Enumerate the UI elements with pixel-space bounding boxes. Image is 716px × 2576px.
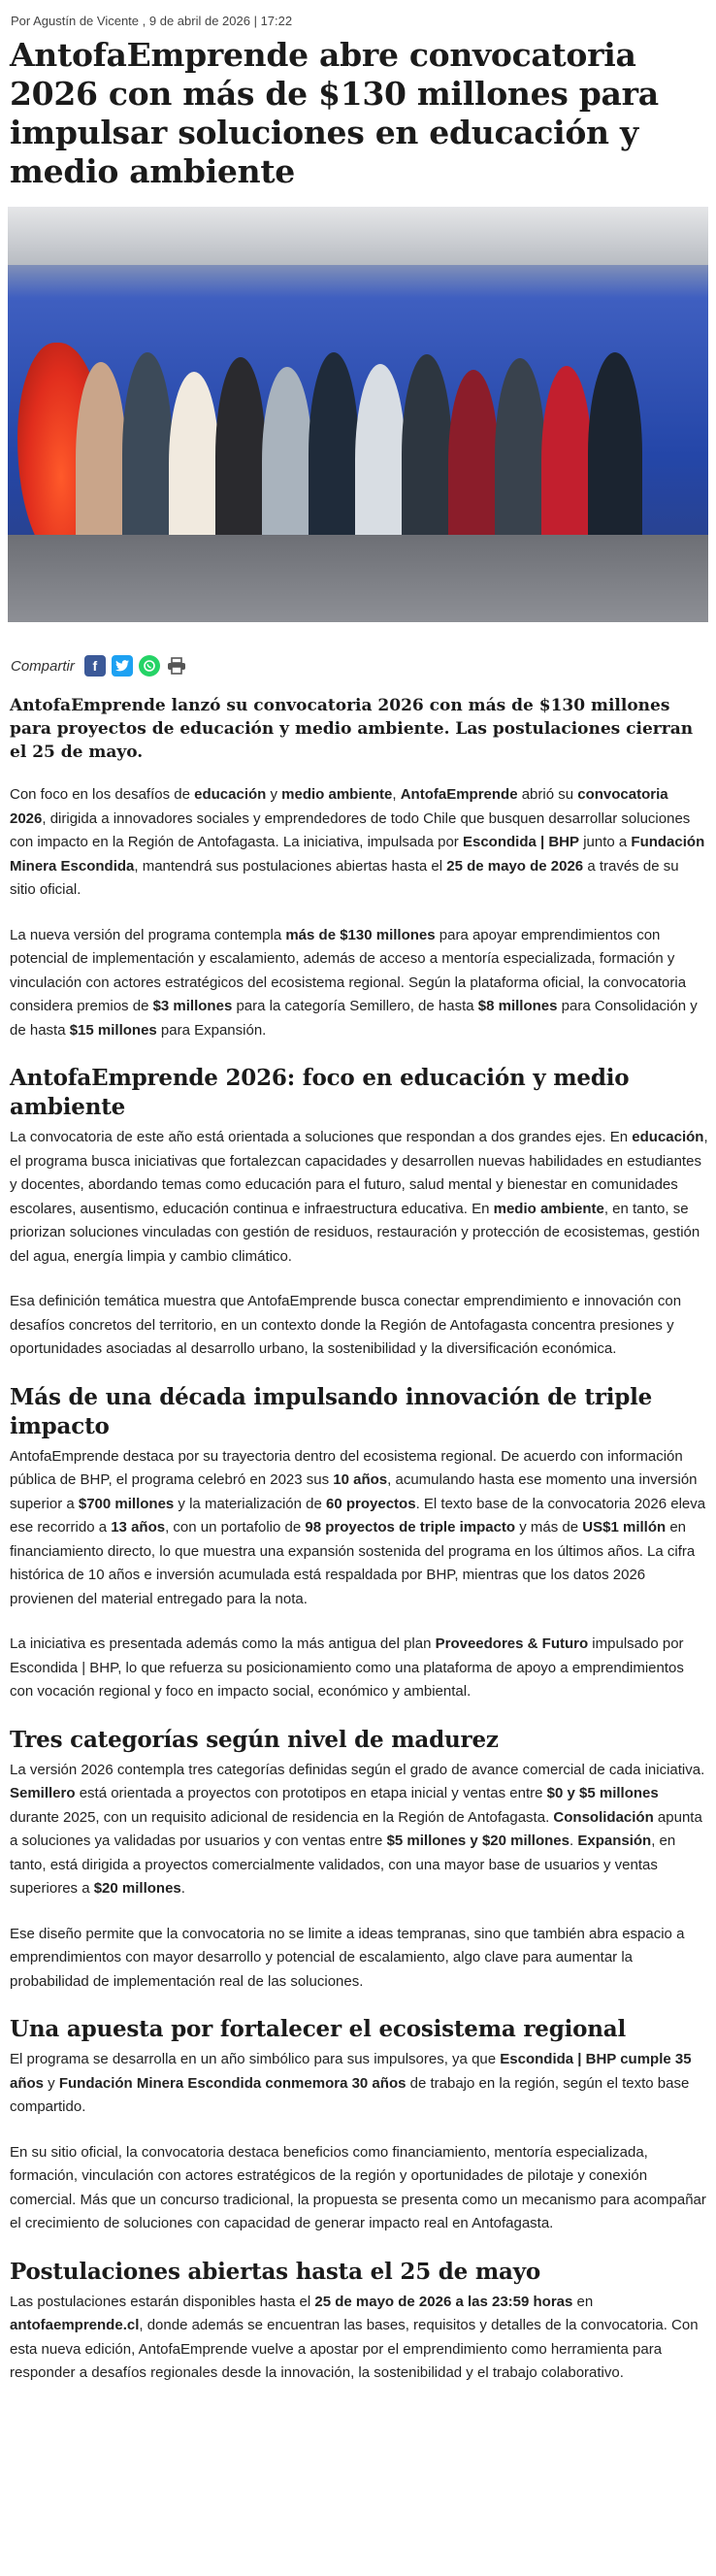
paragraph: Esa definición temática muestra que AntofaEmprende busca conectar emprendimiento e innovación con desafíos concretos del territorio, en un contexto donde la Región de Antofagasta concentra presiones y oportunidades asociadas al desarrollo urbano, la sostenibilidad y la diversificación económica. xyxy=(10,1293,682,1357)
section-heading: Una apuesta por fortalecer el ecosistema regional xyxy=(10,2016,627,2042)
publish-time: 17:22 xyxy=(260,14,293,28)
paragraph: La nueva versión del programa contempla más de $130 millones para apoyar emprendimientos con potencial de implementación y escalamiento, además de acceso a mentoría especializada, formación y vinculación con actores estratégicos del ecosistema regional. Según la plataforma oficial, la convocatoria considera premios de $3 millones para la categoría Semillero, de hasta $8 millones para Consolidación y de hasta $15 millones para Expansión. xyxy=(10,926,698,1039)
facebook-icon[interactable]: f xyxy=(84,655,106,677)
section-heading: Postulaciones abiertas hasta el 25 de mayo xyxy=(10,2258,541,2285)
section-heading: Tres categorías según nivel de madurez xyxy=(10,1726,499,1753)
article-meta: Por Agustín de Vicente , 9 de abril de 2026 | 17:22 xyxy=(11,14,293,28)
section-heading: Más de una década impulsando innovación de triple impacto xyxy=(10,1383,653,1439)
hero-image xyxy=(8,207,708,622)
paragraph: En su sitio oficial, la convocatoria destaca beneficios como financiamiento, mentoría especializada, formación, vinculación con actores estratégicos de la región y oportunidades de pilotaje y conexión comercial. Más que un concurso tradicional, la propuesta se presenta como un mecanismo para acompañar el crecimiento de soluciones con capacidad de generar impacto real en Antofagasta. xyxy=(10,2143,706,2231)
paragraph: El programa se desarrolla en un año simbólico para sus impulsores, ya que Escondida | BHP cumple 35 años y Fundación Minera Escondida conmemora 30 años de trabajo en la región, según el texto base compartido. xyxy=(10,2051,692,2115)
website-link[interactable]: antofaemprende.cl xyxy=(10,2317,140,2333)
paragraph: La versión 2026 contempla tres categorías definidas según el grado de avance comercial de cada iniciativa. Semillero está orientada a proyectos con prototipos en etapa inicial y ventas entre $0 y $5 millones durante 2025, con un requisito adicional de residencia en la Región de Antofagasta. Consolidación apunta a soluciones ya validadas por usuarios y con ventas entre $5 millones y $20 millones. Expansión, en tanto, está dirigida a proyectos comercialmente validados, con una mayor base de usuarios y ventas superiores a $20 millones. xyxy=(10,1761,705,1897)
article xyxy=(8,0,708,2386)
whatsapp-icon[interactable] xyxy=(139,655,160,677)
section-heading: AntofaEmprende 2026: foco en educación y medio ambiente xyxy=(10,1065,630,1120)
author[interactable]: Por Agustín de Vicente xyxy=(11,14,140,28)
share-bar xyxy=(11,655,708,677)
paragraph: Ese diseño permite que la convocatoria no se limite a ideas tempranas, sino que también abra espacio a emprendimientos con mayor desarrollo y potencial de escalamiento, algo clave para aumentar la probabilidad de implementación real de las soluciones. xyxy=(10,1925,685,1990)
twitter-icon[interactable] xyxy=(112,655,133,677)
article-lead: AntofaEmprende lanzó su convocatoria 2026 con más de $130 millones para proyectos de educación y medio ambiente. Las postulaciones cierran el 25 de mayo. xyxy=(10,696,694,762)
paragraph: La iniciativa es presentada además como la más antigua del plan Proveedores & Futuro impulsado por Escondida | BHP, lo que refuerza su posicionamiento como una plataforma de apoyo a emprendimientos con vocación regional y foco en impacto social, económico y ambiental. xyxy=(10,1635,684,1700)
paragraph: La convocatoria de este año está orientada a soluciones que respondan a dos grandes ejes. En educación, el programa busca iniciativas que fortalezcan capacidades y desarrollen nuevas habilidades en estudiantes y docentes, abordando temas como educación para el futuro, salud mental y bienestar en comunidades escolares, ausentismo, educación continua e infraestructura educativa. En medio ambiente, en tanto, se priorizan soluciones vinculadas con gestión de residuos, restauración y protección de ecosistemas, gestión del agua, energía limpia y cambio climático. xyxy=(10,1129,708,1265)
paragraph: AntofaEmprende destaca por su trayectoria dentro del ecosistema regional. De acuerdo con información pública de BHP, el programa celebró en 2023 sus 10 años, acumulando hasta ese momento una inversión superior a $700 millones y la materialización de 60 proyectos. El texto base de la convocatoria 2026 eleva ese recorrido a 13 años, con un portafolio de 98 proyectos de triple impacto y más de US$1 millón en financiamiento directo, lo que muestra una expansión sostenida del programa en los últimos años. La cifra histórica de 10 años e inversión acumulada está respaldada por BHP, mientras que los datos 2026 provienen del material entregado para la nota. xyxy=(10,1447,706,1607)
share-label: Compartir xyxy=(11,657,75,675)
publish-date: 9 de abril de 2026 xyxy=(148,14,250,28)
print-icon[interactable] xyxy=(166,655,187,677)
paragraph: Con foco en los desafíos de educación y medio ambiente, AntofaEmprende abrió su convocatoria 2026, dirigida a innovadores sociales y emprendedores de todo Chile que busquen desarrollar soluciones con impacto en la Región de Antofagasta. La iniciativa, impulsada por Escondida | BHP junto a Fundación Minera Escondida, mantendrá sus postulaciones abiertas hasta el 25 de mayo de 2026 a través de su sitio oficial. xyxy=(10,786,705,898)
article-title: AntofaEmprende abre convocatoria 2026 con más de $130 millones para impulsar soluciones en educación y medio ambiente xyxy=(10,36,659,190)
paragraph: Las postulaciones estarán disponibles hasta el 25 de mayo de 2026 a las 23:59 horas en antofaemprende.cl, donde además se encuentran las bases, requisitos y detalles de la convocatoria. Con esta nueva edición, AntofaEmprende vuelve a apostar por el emprendimiento como herramienta para responder a desafíos regionales desde la innovación, la sostenibilidad y el trabajo colaborativo. xyxy=(10,2293,699,2381)
